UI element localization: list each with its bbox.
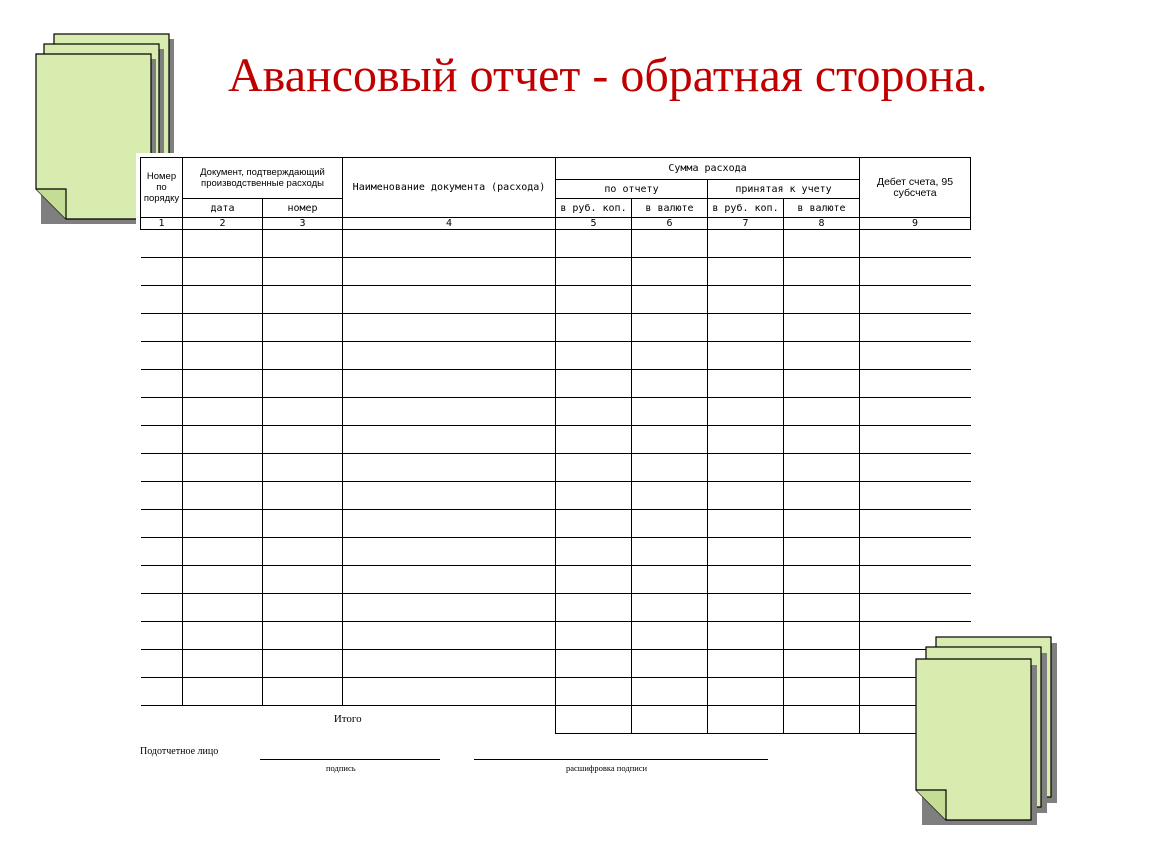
table-row	[141, 314, 971, 342]
table-cell	[784, 230, 860, 258]
table-cell	[141, 398, 183, 426]
table-cell	[183, 594, 263, 622]
table-cell	[183, 538, 263, 566]
table-cell	[141, 622, 183, 650]
table-cell	[784, 622, 860, 650]
table-cell	[263, 258, 343, 286]
table-row	[141, 482, 971, 510]
signature-caption: подпись	[326, 763, 356, 773]
expense-table	[140, 157, 971, 734]
table-cell	[708, 566, 784, 594]
table-cell	[708, 258, 784, 286]
table-cell	[556, 314, 632, 342]
table-cell	[632, 454, 708, 482]
header-currency-1: в валюте	[632, 199, 708, 218]
table-cell	[860, 370, 971, 398]
column-number: 6	[632, 218, 708, 230]
table-cell	[860, 314, 971, 342]
table-cell	[183, 650, 263, 678]
signature-decode-caption: расшифровка подписи	[566, 763, 648, 773]
table-cell	[632, 398, 708, 426]
table-cell	[784, 426, 860, 454]
table-cell	[183, 398, 263, 426]
table-cell	[263, 286, 343, 314]
table-cell	[556, 426, 632, 454]
table-cell	[343, 342, 556, 370]
table-cell	[556, 510, 632, 538]
table-cell	[632, 342, 708, 370]
table-cell	[860, 258, 971, 286]
table-cell	[860, 426, 971, 454]
header-accepted: принятая к учету	[708, 180, 860, 199]
table-row	[141, 678, 971, 706]
table-cell	[632, 286, 708, 314]
signature-line	[260, 759, 440, 760]
table-cell	[141, 454, 183, 482]
table-row	[141, 398, 971, 426]
table-cell	[263, 650, 343, 678]
table-cell	[263, 482, 343, 510]
total-cell	[784, 706, 860, 734]
table-cell	[183, 510, 263, 538]
table-cell	[708, 678, 784, 706]
table-cell	[784, 482, 860, 510]
table-cell	[183, 258, 263, 286]
accountable-person-label: Подотчетное лицо	[140, 746, 219, 757]
table-cell	[343, 426, 556, 454]
table-cell	[860, 594, 971, 622]
table-cell	[183, 230, 263, 258]
table-row	[141, 594, 971, 622]
table-cell	[708, 342, 784, 370]
table-cell	[141, 678, 183, 706]
table-cell	[343, 622, 556, 650]
table-cell	[632, 622, 708, 650]
table-row	[141, 370, 971, 398]
table-cell	[860, 566, 971, 594]
table-cell	[708, 538, 784, 566]
table-cell	[556, 622, 632, 650]
table-row	[141, 258, 971, 286]
table-cell	[784, 510, 860, 538]
header-sum: Сумма расхода	[556, 158, 860, 180]
header-debit: Дебет счета, 95 субсчета	[860, 158, 971, 218]
table-cell	[343, 370, 556, 398]
table-cell	[141, 342, 183, 370]
table-cell	[343, 650, 556, 678]
table-cell	[263, 314, 343, 342]
total-cell	[556, 706, 632, 734]
total-cell	[632, 706, 708, 734]
table-cell	[263, 230, 343, 258]
table-cell	[784, 314, 860, 342]
table-row	[141, 230, 971, 258]
table-cell	[632, 314, 708, 342]
table-cell	[141, 230, 183, 258]
table-cell	[263, 594, 343, 622]
table-cell	[343, 258, 556, 286]
table-row	[141, 566, 971, 594]
table-cell	[556, 258, 632, 286]
table-cell	[860, 230, 971, 258]
table-cell	[784, 566, 860, 594]
table-cell	[183, 314, 263, 342]
table-cell	[141, 258, 183, 286]
table-cell	[556, 678, 632, 706]
table-cell	[263, 454, 343, 482]
table-cell	[183, 678, 263, 706]
table-cell	[343, 538, 556, 566]
table-row	[141, 510, 971, 538]
table-cell	[141, 650, 183, 678]
table-cell	[784, 258, 860, 286]
column-number: 4	[343, 218, 556, 230]
table-cell	[860, 482, 971, 510]
table-cell	[708, 650, 784, 678]
table-cell	[632, 566, 708, 594]
table-cell	[632, 230, 708, 258]
column-number: 2	[183, 218, 263, 230]
table-cell	[141, 510, 183, 538]
table-cell	[632, 258, 708, 286]
table-cell	[708, 314, 784, 342]
table-cell	[556, 286, 632, 314]
table-cell	[556, 650, 632, 678]
table-cell	[141, 286, 183, 314]
table-cell	[784, 538, 860, 566]
table-cell	[784, 342, 860, 370]
table-cell	[556, 370, 632, 398]
column-number: 1	[141, 218, 183, 230]
table-row	[141, 426, 971, 454]
header-per-report: по отчету	[556, 180, 708, 199]
table-cell	[263, 370, 343, 398]
table-cell	[556, 566, 632, 594]
column-number: 7	[708, 218, 784, 230]
table-cell	[263, 622, 343, 650]
signature-decode-line	[474, 759, 768, 760]
total-cell	[708, 706, 784, 734]
table-cell	[632, 370, 708, 398]
table-cell	[784, 370, 860, 398]
table-cell	[708, 510, 784, 538]
column-numbers-row	[141, 218, 971, 230]
table-cell	[784, 678, 860, 706]
column-number: 9	[860, 218, 971, 230]
table-cell	[860, 454, 971, 482]
table-cell	[183, 426, 263, 454]
document-stack-icon	[908, 632, 1068, 832]
table-cell	[141, 566, 183, 594]
table-cell	[343, 566, 556, 594]
table-cell	[784, 286, 860, 314]
table-row	[141, 622, 971, 650]
table-cell	[183, 454, 263, 482]
table-cell	[183, 566, 263, 594]
column-number: 5	[556, 218, 632, 230]
table-cell	[784, 454, 860, 482]
table-cell	[632, 678, 708, 706]
table-cell	[632, 650, 708, 678]
table-cell	[860, 538, 971, 566]
table-cell	[263, 426, 343, 454]
table-cell	[263, 678, 343, 706]
table-cell	[632, 538, 708, 566]
header-rub-kop-2: в руб. коп.	[708, 199, 784, 218]
total-label: Итого	[333, 713, 362, 726]
table-cell	[343, 678, 556, 706]
header-rub-kop-1: в руб. коп.	[556, 199, 632, 218]
table-cell	[708, 230, 784, 258]
table-cell	[263, 342, 343, 370]
table-cell	[141, 482, 183, 510]
table-cell	[708, 482, 784, 510]
table-cell	[183, 622, 263, 650]
table-cell	[183, 342, 263, 370]
total-row	[141, 706, 971, 734]
table-cell	[263, 398, 343, 426]
table-cell	[708, 398, 784, 426]
table-cell	[343, 510, 556, 538]
table-cell	[183, 482, 263, 510]
slide-title: Авансовый отчет - обратная сторона.	[228, 49, 988, 102]
table-cell	[141, 594, 183, 622]
table-cell	[556, 454, 632, 482]
header-document: Документ, подтверждающий производственные расходы	[183, 158, 343, 199]
table-cell	[343, 230, 556, 258]
table-cell	[263, 510, 343, 538]
table-cell	[860, 398, 971, 426]
table-cell	[556, 230, 632, 258]
table-row	[141, 538, 971, 566]
table-cell	[860, 342, 971, 370]
table-cell	[708, 454, 784, 482]
table-cell	[784, 398, 860, 426]
table-cell	[632, 426, 708, 454]
column-number: 3	[263, 218, 343, 230]
table-cell	[708, 426, 784, 454]
header-number: номер	[263, 199, 343, 218]
table-cell	[141, 426, 183, 454]
column-number: 8	[784, 218, 860, 230]
table-cell	[860, 286, 971, 314]
table-cell	[343, 286, 556, 314]
table-cell	[708, 370, 784, 398]
table-cell	[784, 650, 860, 678]
table-cell	[556, 594, 632, 622]
table-cell	[141, 314, 183, 342]
table-cell	[632, 594, 708, 622]
table-cell	[263, 566, 343, 594]
table-cell	[860, 510, 971, 538]
header-name: Наименование документа (расхода)	[343, 158, 556, 218]
table-cell	[708, 594, 784, 622]
table-cell	[141, 538, 183, 566]
table-cell	[632, 510, 708, 538]
table-cell	[343, 398, 556, 426]
table-cell	[784, 594, 860, 622]
header-date: дата	[183, 199, 263, 218]
table-cell	[141, 370, 183, 398]
table-cell	[343, 314, 556, 342]
table-cell	[263, 538, 343, 566]
table-cell	[632, 482, 708, 510]
table-cell	[556, 482, 632, 510]
header-currency-2: в валюте	[784, 199, 860, 218]
table-cell	[343, 482, 556, 510]
table-cell	[183, 286, 263, 314]
table-cell	[556, 538, 632, 566]
table-cell	[708, 286, 784, 314]
table-cell	[343, 454, 556, 482]
table-cell	[183, 370, 263, 398]
table-cell	[556, 398, 632, 426]
report-form	[136, 153, 976, 793]
table-row	[141, 342, 971, 370]
table-cell	[343, 594, 556, 622]
table-row	[141, 650, 971, 678]
table-cell	[556, 342, 632, 370]
table-cell	[708, 622, 784, 650]
header-num: Номер по порядку	[141, 158, 183, 218]
table-row	[141, 286, 971, 314]
table-row	[141, 454, 971, 482]
